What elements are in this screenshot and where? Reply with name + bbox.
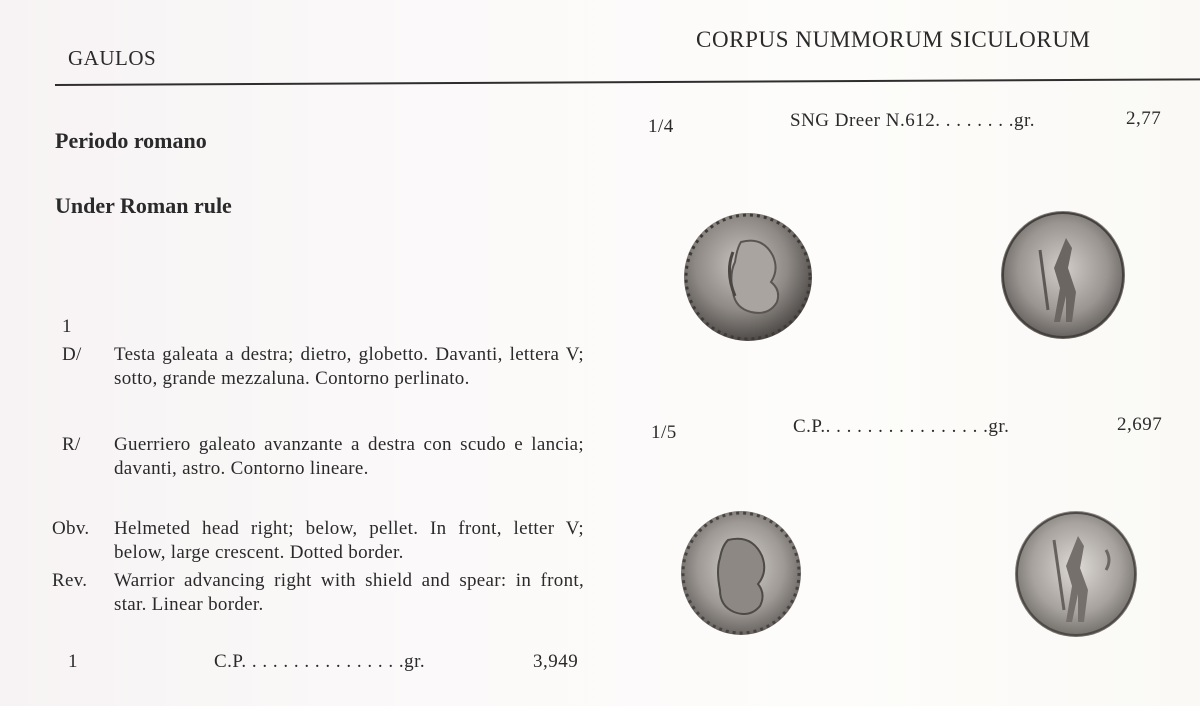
specimen-weight: 2,697	[1117, 414, 1163, 435]
coin-photo-reverse	[1014, 510, 1138, 638]
specimen-weight: 2,77	[1126, 108, 1162, 129]
specimen-source: C.P.. . . . . . . . . . . . . . . .gr.	[793, 416, 1010, 437]
header-rule	[55, 78, 1200, 86]
obverse-description-italian: Testa galeata a destra; dietro, globetto. Davanti, lettera V; sotto, grande mezzaluna. Contorno perlinato.	[114, 344, 584, 389]
obverse-label-italian: D/	[62, 344, 82, 365]
reverse-description-english: Warrior advancing right with shield and spear: in front, star. Linear border.	[114, 570, 584, 615]
coin-photo-obverse	[683, 212, 813, 342]
coin-photo-obverse	[680, 510, 802, 636]
section-title-english: Under Roman rule	[55, 193, 232, 218]
reverse-label-english: Rev.	[52, 570, 88, 591]
specimen-number: 1	[68, 651, 78, 672]
reverse-label-italian: R/	[62, 434, 81, 455]
specimen-source: C.P. . . . . . . . . . . . . . . .gr.	[214, 651, 426, 672]
running-header-left: GAULOS	[68, 46, 157, 70]
coin-photo-reverse	[1000, 210, 1126, 340]
reverse-description-italian: Guerriero galeato avanzante a destra con scudo e lancia; davanti, astro. Contorno lineare.	[114, 434, 584, 479]
specimen-number: 1/4	[648, 116, 674, 137]
specimen-number: 1/5	[651, 422, 677, 443]
obverse-description-english: Helmeted head right; below, pellet. In front, letter V; below, large crescent. Dotted border.	[114, 518, 584, 563]
catalog-item-number: 1	[62, 316, 72, 337]
section-title-italian: Periodo romano	[55, 128, 207, 153]
running-header-right: CORPUS NUMMORUM SICULORUM	[696, 27, 1091, 52]
specimen-weight: 3,949	[533, 651, 579, 672]
obverse-label-english: Obv.	[52, 518, 90, 539]
specimen-source: SNG Dreer N.612. . . . . . . .gr.	[790, 110, 1036, 131]
